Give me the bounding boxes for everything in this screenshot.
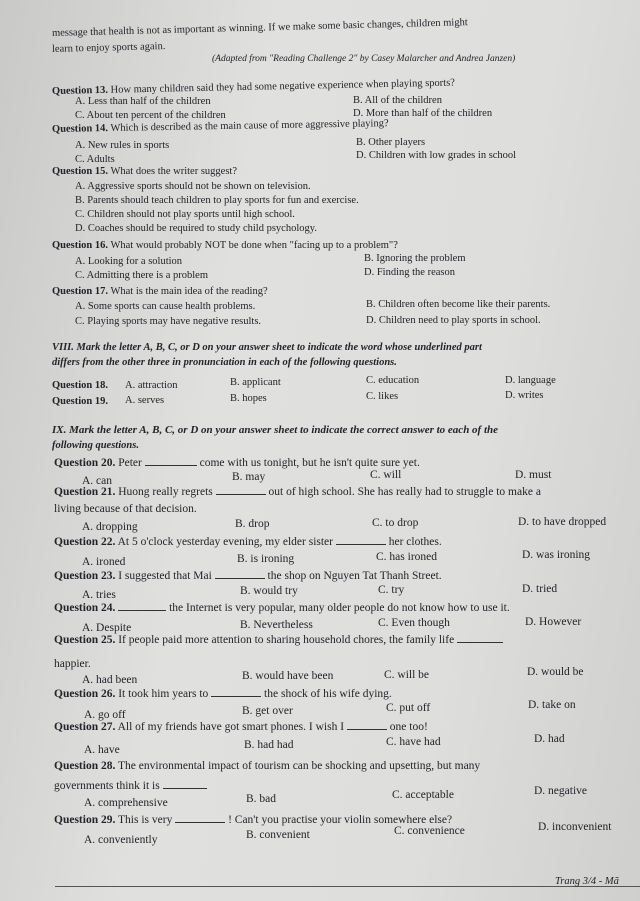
answer-blank bbox=[347, 729, 387, 730]
question-label: Question 25. bbox=[54, 634, 116, 646]
question-15 bbox=[52, 166, 237, 177]
stem-part-2: out of high school. She has really had to struggle to make a bbox=[268, 486, 541, 498]
q19-option-b: B. hopes bbox=[230, 393, 267, 404]
q25-line-2: happier. bbox=[54, 658, 91, 670]
question-label: Question 27. bbox=[54, 721, 116, 733]
q25-option-c: C. will be bbox=[384, 669, 430, 681]
stem-part-2: the shop on Nguyen Tat Thanh Street. bbox=[267, 570, 442, 582]
stem-part-1: This is very bbox=[118, 814, 173, 826]
question-label: Question 17. bbox=[52, 286, 109, 297]
question-stem: What is the main idea of the reading? bbox=[110, 286, 268, 297]
q17-option-c: C. Playing sports may have negative results. bbox=[75, 316, 262, 327]
question-24 bbox=[54, 602, 510, 614]
question-23 bbox=[54, 570, 442, 582]
stem-part-2: one too! bbox=[389, 721, 428, 733]
q18-option-d: D. language bbox=[505, 375, 556, 386]
q13-option-d: D. More than half of the children bbox=[353, 108, 493, 119]
q21-option-c: C. to drop bbox=[372, 517, 419, 529]
q26-option-d: D. take on bbox=[528, 699, 576, 711]
stem-part-2: her clothes. bbox=[388, 536, 442, 548]
question-21 bbox=[54, 486, 541, 498]
question-16 bbox=[52, 240, 398, 251]
q29-option-a: A. conveniently bbox=[84, 834, 158, 846]
q22-option-a: A. ironed bbox=[82, 556, 126, 568]
q26-option-b: B. get over bbox=[242, 705, 293, 717]
q22-option-d: D. was ironing bbox=[522, 549, 591, 561]
answer-blank bbox=[216, 494, 266, 495]
q17-option-a: A. Some sports can cause health problems. bbox=[75, 301, 256, 312]
q28-option-b: B. bad bbox=[246, 793, 277, 805]
stem-part-1: All of my friends have got smart phones. I wish I bbox=[117, 721, 345, 733]
q21-option-d: D. to have dropped bbox=[518, 516, 607, 528]
question-label: Question 23. bbox=[54, 570, 116, 582]
q24-option-a: A. Despite bbox=[82, 622, 132, 634]
q21-line-2: living because of that decision. bbox=[54, 503, 197, 515]
q29-option-d: D. inconvenient bbox=[538, 821, 612, 833]
q17-option-b: B. Children often become like their parents. bbox=[366, 299, 551, 310]
q24-option-c: C. Even though bbox=[378, 617, 450, 629]
stem-part-1: At 5 o'clock yesterday evening, my elder sister bbox=[117, 536, 333, 548]
q13-option-c: C. About ten percent of the children bbox=[75, 110, 226, 121]
q22-option-c: C. has ironed bbox=[376, 551, 438, 563]
question-stem: What would probably NOT be done when "facing up to a problem"? bbox=[110, 240, 398, 251]
question-label: Question 16. bbox=[52, 240, 109, 251]
q14-option-a: A. New rules in sports bbox=[75, 140, 170, 151]
question-label: Question 13. bbox=[51, 84, 109, 97]
question-27 bbox=[54, 721, 428, 733]
q17-option-d: D. Children need to play sports in school. bbox=[366, 315, 541, 326]
answer-blank bbox=[118, 610, 166, 611]
q13-option-a: A. Less than half of the children bbox=[75, 96, 211, 107]
q21-option-a: A. dropping bbox=[82, 521, 138, 533]
answer-blank bbox=[211, 696, 261, 697]
question-stem: What does the writer suggest? bbox=[110, 166, 237, 177]
q16-option-b: B. Ignoring the problem bbox=[364, 253, 466, 264]
intro-line-2: learn to enjoy sports again. bbox=[51, 41, 166, 55]
q14-option-c: C. Adults bbox=[75, 154, 115, 165]
q23-option-a: A. tries bbox=[82, 589, 116, 601]
q27-option-a: A. have bbox=[84, 744, 120, 756]
section-9-heading-line-1: IX. Mark the letter A, B, C, or D on your answer sheet to indicate the correct answer to each of the bbox=[52, 424, 499, 436]
question-label: Question 24. bbox=[54, 602, 116, 614]
q27-option-d: D. had bbox=[534, 733, 565, 745]
q14-option-b: B. Other players bbox=[356, 137, 426, 148]
stem-part-1: Huong really regrets bbox=[118, 486, 213, 498]
answer-blank bbox=[145, 465, 197, 466]
q23-option-c: C. try bbox=[378, 584, 405, 596]
q28-option-c: C. acceptable bbox=[392, 789, 454, 801]
stem-part-2: the Internet is very popular, many older people do not know how to use it. bbox=[169, 602, 510, 614]
question-label: Question 21. bbox=[54, 486, 116, 498]
q28-option-d: D. negative bbox=[534, 785, 588, 797]
q28-line-2-text: governments think it is bbox=[54, 780, 160, 792]
q28-option-a: A. comprehensive bbox=[84, 797, 168, 809]
q27-option-b: B. had had bbox=[244, 739, 294, 751]
question-17 bbox=[52, 286, 268, 297]
q16-option-d: D. Finding the reason bbox=[364, 267, 455, 278]
q27-option-c: C. have had bbox=[386, 736, 441, 748]
q18-option-b: B. applicant bbox=[230, 377, 281, 388]
question-label: Question 14. bbox=[51, 123, 109, 135]
footer-divider bbox=[55, 886, 640, 887]
q23-option-b: B. would try bbox=[240, 585, 298, 597]
q28-line-2 bbox=[54, 780, 207, 792]
question-label: Question 20. bbox=[54, 457, 116, 469]
question-label: Question 15. bbox=[52, 166, 109, 177]
q16-option-c: C. Admitting there is a problem bbox=[75, 270, 208, 281]
answer-blank bbox=[175, 822, 225, 823]
answer-blank bbox=[215, 578, 265, 579]
question-label: Question 28. bbox=[54, 760, 116, 772]
q26-option-a: A. go off bbox=[84, 709, 126, 721]
stem-part-1: I suggested that Mai bbox=[118, 570, 212, 582]
question-29 bbox=[54, 814, 452, 826]
q25-option-a: A. had been bbox=[82, 674, 138, 686]
q29-option-b: B. convenient bbox=[246, 829, 310, 841]
q16-option-a: A. Looking for a solution bbox=[75, 256, 183, 267]
q19-option-c: C. likes bbox=[366, 391, 399, 402]
question-label: Question 22. bbox=[54, 536, 116, 548]
answer-blank bbox=[336, 544, 386, 545]
q20-option-d: D. must bbox=[515, 469, 552, 481]
stem-part-2: ! Can't you practise your violin somewhere else? bbox=[228, 814, 453, 826]
question-20 bbox=[54, 457, 420, 469]
q18-option-c: C. education bbox=[366, 375, 420, 386]
question-stem: Which is described as the main cause of more aggressive playing? bbox=[110, 118, 389, 134]
stem-part-1: If people paid more attention to sharing household chores, the family life bbox=[118, 634, 455, 646]
q15-option-c: C. Children should not play sports until high school. bbox=[75, 209, 295, 220]
q19-option-a: A. serves bbox=[125, 395, 165, 406]
stem-part-2: come with us tonight, but he isn't quite sure yet. bbox=[199, 457, 420, 469]
q25-option-d: D. would be bbox=[527, 666, 584, 678]
intro-line-1: message that health is not as important as winning. If we make some basic changes, children might bbox=[51, 17, 468, 39]
question-22 bbox=[54, 536, 442, 548]
q20-option-a: A. can bbox=[82, 475, 113, 487]
q15-option-a: A. Aggressive sports should not be shown on television. bbox=[75, 181, 311, 192]
q24-option-b: B. Nevertheless bbox=[240, 619, 313, 631]
q29-option-c: C. convenience bbox=[394, 825, 465, 837]
q19-label: Question 19. bbox=[52, 396, 109, 407]
q18-option-a: A. attraction bbox=[125, 380, 178, 391]
section-8-heading-line-1: VIII. Mark the letter A, B, C, or D on your answer sheet to indicate the word whose underlined part bbox=[52, 342, 482, 353]
q19-option-d: D. writes bbox=[505, 390, 544, 401]
source-credit: (Adapted from "Reading Challenge 2" by Casey Malarcher and Andrea Janzen) bbox=[212, 54, 516, 64]
stem-part-2: the shock of his wife dying. bbox=[264, 688, 392, 700]
question-label: Question 29. bbox=[54, 814, 116, 826]
answer-blank bbox=[163, 788, 207, 789]
q13-option-b: B. All of the children bbox=[353, 95, 442, 106]
section-8-heading-line-2: differs from the other three in pronunciation in each of the following questions. bbox=[52, 357, 397, 368]
stem-part-1: The environmental impact of tourism can be shocking and upsetting, but many bbox=[118, 760, 481, 772]
section-9-heading-line-2: following questions. bbox=[52, 440, 139, 451]
q20-option-c: C. will bbox=[370, 469, 402, 481]
q15-option-b: B. Parents should teach children to play sports for fun and exercise. bbox=[75, 195, 359, 206]
q18-label: Question 18. bbox=[52, 380, 109, 391]
question-26 bbox=[54, 688, 392, 700]
q14-option-d: D. Children with low grades in school bbox=[356, 150, 517, 161]
q24-option-d: D. However bbox=[525, 616, 582, 628]
question-28 bbox=[54, 760, 480, 772]
q26-option-c: C. put off bbox=[386, 702, 431, 714]
q21-option-b: B. drop bbox=[235, 518, 270, 530]
question-stem: How many children said they had some negative experience when playing sports? bbox=[110, 77, 456, 96]
answer-blank bbox=[457, 642, 503, 643]
q15-option-d: D. Coaches should be required to study child psychology. bbox=[75, 223, 317, 234]
q20-option-b: B. may bbox=[232, 471, 266, 483]
q25-option-b: B. would have been bbox=[242, 670, 334, 682]
question-label: Question 26. bbox=[54, 688, 116, 700]
stem-part-1: It took him years to bbox=[118, 688, 209, 700]
q23-option-d: D. tried bbox=[522, 583, 558, 595]
stem-part-1: Peter bbox=[118, 457, 142, 469]
q22-option-b: B. is ironing bbox=[237, 553, 295, 565]
question-25 bbox=[54, 634, 503, 646]
page-number: Trang 3/4 - Mã bbox=[555, 876, 619, 887]
